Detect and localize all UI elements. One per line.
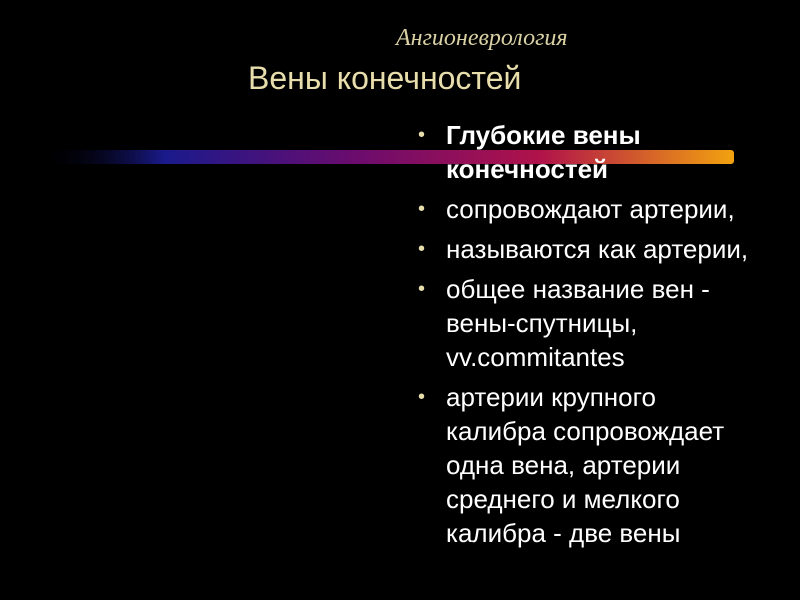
bullet-marker: •: [418, 238, 426, 260]
bullet-item: [416, 380, 786, 550]
bullet-item: [416, 118, 786, 186]
bullet-item: [416, 192, 786, 226]
bullet-item: [416, 272, 786, 374]
bullet-item: [416, 232, 786, 266]
bullet-text: общее название вен - вены-спутницы, vv.commitantes: [446, 274, 710, 372]
bullet-list: [416, 118, 786, 556]
bullet-text: артерии крупного калибра сопровождает одна вена, артерии среднего и мелкого калибра - две вены: [446, 382, 725, 548]
bullet-text: Глубокие вены конечностей: [446, 120, 641, 184]
bullet-text: называются как артерии,: [446, 234, 749, 264]
slide-title: Вены конечностей: [248, 60, 522, 96]
bullet-text: сопровождают артерии,: [446, 194, 735, 224]
slide-subtitle: Ангионеврология: [396, 25, 568, 51]
bullet-marker: •: [418, 278, 426, 300]
bullet-marker: •: [418, 198, 426, 220]
bullet-marker: •: [418, 386, 426, 408]
bullet-marker: •: [418, 124, 426, 146]
